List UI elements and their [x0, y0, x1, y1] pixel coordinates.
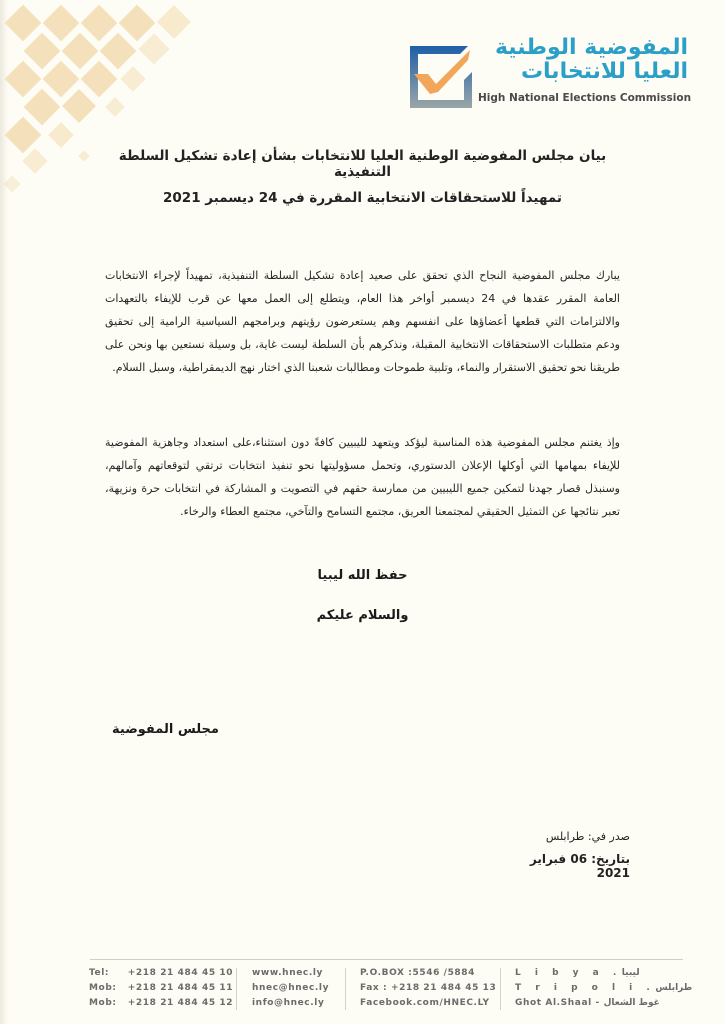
address-row	[515, 966, 692, 981]
footer-separator	[500, 968, 501, 1010]
issued-place: صدر في: طرابلس	[545, 830, 630, 843]
address-arabic: غوط الشعال	[603, 998, 660, 1008]
address-row	[515, 981, 692, 996]
address-latin: T r i p o l i .	[515, 983, 656, 993]
closing-greeting: والسلام عليكم	[316, 608, 409, 623]
statement-title-line1: بيان مجلس المفوضية الوطنية العليا للانتخابات بشأن إعادة تشكيل السلطة التنفيذية	[118, 148, 607, 180]
footer-phone-row	[89, 996, 233, 1011]
phone-value: +218 21 484 45 10	[127, 968, 234, 978]
phone-label: Mob:	[89, 983, 117, 993]
closing-god-save-libya: حفظ الله ليبيا	[317, 568, 408, 583]
footer-web	[252, 966, 329, 1011]
footer-phones	[89, 966, 233, 1011]
logo-english-name: High National Elections Commission	[478, 92, 692, 104]
facebook-link[interactable]: Facebook.com/HNEC.LY	[360, 998, 490, 1008]
website-link[interactable]: www.hnec.ly	[252, 968, 324, 978]
body-paragraph-2: وإذ يغتنم مجلس المفوضية هذه المناسبة ليؤكد ويتعهد لليبيين كافةً دون استثناء،على استعداد وجاهزية المفوضية للإيفاء بمهامها التي أوكلها الإعلان الدستوري، وتحمل مسؤوليتها نحو تنفيذ انتخابات ترتقي لتوقعاتهم وآمالهم، وسنبذل قصار جهدنا لتمكين جميع الليبيين من ممارسة حقهم في التصويت و المشاركة في انتخابات حرة ونزيهة، تعبر نتائجها عن التمثيل الحقيقي لمجتمعنا العريق، مجتمع التسامح والتآخي، مجتمع العطاء والرخاء.	[105, 436, 620, 518]
footer-separator	[345, 968, 346, 1010]
phone-label: Mob:	[89, 998, 117, 1008]
statement-title-line2: تمهيداً للاستحقاقات الانتخابية المقررة في 24 ديسمبر 2021	[163, 190, 562, 206]
footer-divider	[90, 959, 683, 960]
signature-commission-council: مجلس المفوضية	[112, 722, 219, 737]
logo-arabic-name	[476, 36, 688, 84]
po-box: P.O.BOX :5546 /5884	[360, 968, 476, 978]
footer-postal	[360, 966, 496, 1011]
address-latin: L i b y a .	[515, 968, 622, 978]
email-link[interactable]: hnec@hnec.ly	[252, 983, 330, 993]
phone-label: Tel:	[89, 968, 110, 978]
logo-arabic-line2: العليا للانتخابات	[520, 59, 688, 84]
body-paragraph-1: يبارك مجلس المفوضية النجاح الذي تحقق على صعيد إعادة تشكيل السلطة التنفيذية، تمهيداً لإجراء الانتخابات العامة المقرر عقدها في 24 ديسمبر أواخر هذا العام، ويتطلع إلى العمل معها عن قرب للإيفاء بالتعهدات والالتزامات التي قطعها أعضاؤها على انفسهم وهم يستعرضون رؤيتهم وبرامجهم السياسية الرامية إلى تحقيق ودعم متطلبات الاستحقاقات الانتخابية المقبلة، ونذكرهم بأن السلطة ليست غاية، بل وسيلة نستعين بها ونحن على طريقنا نحو تحقيق الاستقرار والنماء، وتلبية طموحات ومطالبات شعبنا الذي اختار نهج الديمقراطية، وسبل السلام.	[105, 269, 620, 374]
address-latin: Ghot Al.Shaal -	[515, 998, 600, 1008]
phone-value: +218 21 484 45 11	[127, 983, 234, 993]
checkbox-check-icon	[408, 44, 474, 110]
hnec-logo	[408, 35, 692, 112]
address-arabic: طرابلس	[655, 983, 693, 993]
footer-phone-row	[89, 966, 233, 981]
address-row	[515, 996, 692, 1011]
footer-address	[515, 966, 692, 1011]
footer-separator	[236, 968, 237, 1010]
footer-phone-row	[89, 981, 233, 996]
logo-arabic-line1: المفوضية الوطنية	[494, 35, 688, 60]
address-arabic: ليبيا	[621, 968, 640, 978]
email-link[interactable]: info@hnec.ly	[252, 998, 325, 1008]
issued-date: بتاريخ: 06 فبراير 2021	[529, 852, 630, 880]
fax-number: Fax : +218 21 484 45 13	[360, 983, 497, 993]
phone-value: +218 21 484 45 12	[127, 998, 234, 1008]
